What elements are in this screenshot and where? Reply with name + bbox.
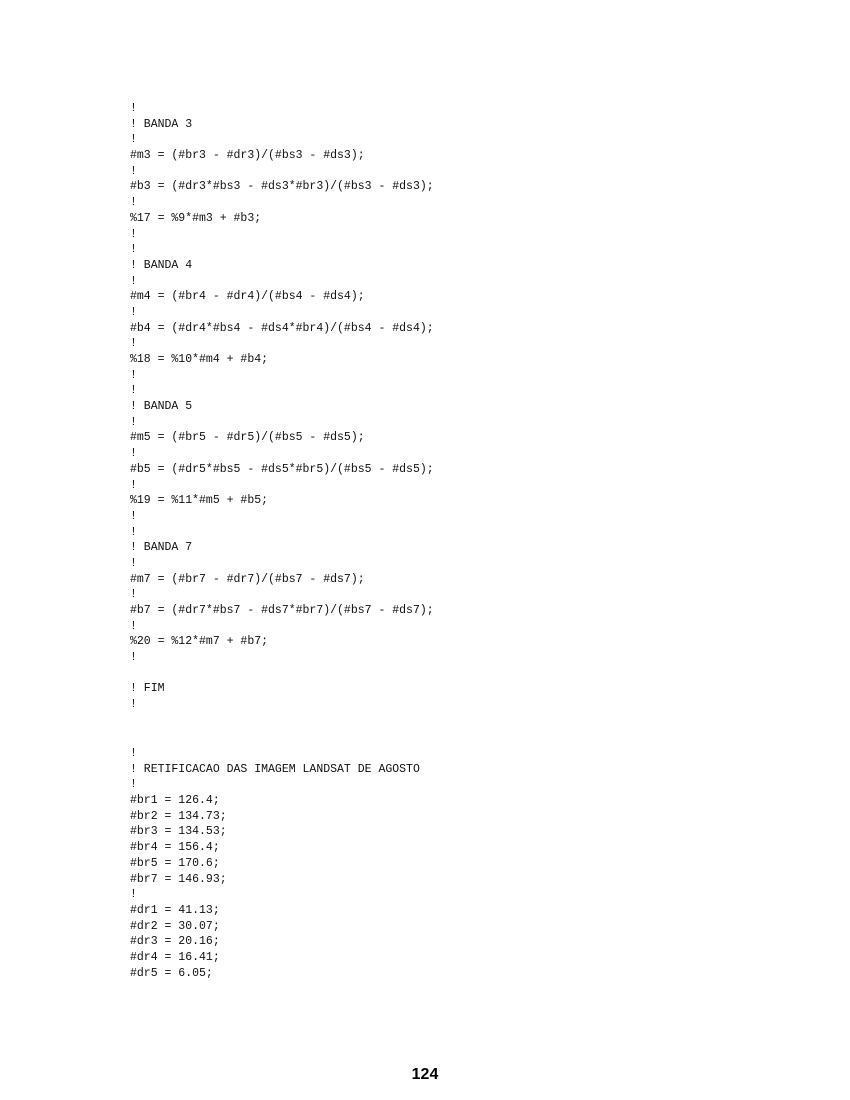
code-line: !	[130, 274, 137, 288]
code-line: !	[130, 447, 137, 461]
code-line: #m7 = (#br7 - #dr7)/(#bs7 - #ds7);	[130, 572, 365, 586]
code-line: #br1 = 126.4;	[130, 794, 220, 808]
code-line: !	[130, 133, 137, 147]
code-line: !	[130, 337, 137, 351]
code-line: %19 = %11*#m5 + #b5;	[130, 494, 269, 508]
code-line: !	[130, 556, 137, 570]
code-line: #dr1 = 41.13;	[130, 903, 220, 917]
code-line: #b7 = (#dr7*#bs7 - #ds7*#br7)/(#bs7 - #ds7);	[130, 604, 434, 617]
code-line: #br3 = 134.53;	[130, 825, 227, 839]
code-line: !	[130, 588, 137, 602]
code-line: !	[130, 888, 137, 902]
code-line: !	[130, 619, 137, 633]
code-line: !	[130, 651, 137, 665]
code-line: !	[130, 305, 137, 319]
code-line: !	[130, 227, 137, 241]
code-line: #dr4 = 16.41;	[130, 950, 220, 964]
code-line: ! BANDA 5	[130, 400, 193, 414]
code-line: ! RETIFICACAO DAS IMAGEM LANDSAT DE AGOSTO	[130, 762, 420, 776]
code-line	[130, 666, 730, 682]
code-line: ! BANDA 7	[130, 541, 193, 555]
code-line: !	[130, 164, 137, 178]
code-line: !	[130, 384, 137, 398]
code-line: %18 = %10*#m4 + #b4;	[130, 353, 269, 366]
page-number: 124	[411, 1066, 439, 1083]
code-line: ! BANDA 3	[130, 117, 193, 131]
code-line: #b3 = (#dr3*#bs3 - #ds3*#br3)/(#bs3 - #ds3);	[130, 180, 434, 194]
code-line: !	[130, 747, 137, 760]
code-line: #m3 = (#br3 - #dr3)/(#bs3 - #ds3);	[130, 149, 365, 163]
code-line: !	[130, 525, 137, 539]
code-line: #m5 = (#br5 - #dr5)/(#bs5 - #ds5);	[130, 431, 365, 445]
code-line: #dr5 = 6.05;	[130, 966, 213, 980]
code-line: %20 = %12*#m7 + #b7;	[130, 635, 269, 649]
code-line: !	[130, 478, 137, 492]
code-line: #m4 = (#br4 - #dr4)/(#bs4 - #ds4);	[130, 290, 365, 304]
code-line: !	[130, 698, 137, 712]
code-line: %17 = %9*#m3 + #b3;	[130, 211, 262, 225]
code-line: ! FIM	[130, 682, 165, 696]
code-line: #b4 = (#dr4*#bs4 - #ds4*#br4)/(#bs4 - #ds4);	[130, 321, 434, 335]
code-line: #b5 = (#dr5*#bs5 - #ds5*#br5)/(#bs5 - #ds5);	[130, 462, 434, 476]
code-line: #dr3 = 20.16;	[130, 935, 220, 949]
code-line: !	[130, 509, 137, 523]
code-line: #br7 = 146.93;	[130, 872, 227, 886]
code-line: ! BANDA 4	[130, 258, 193, 272]
code-line: #br4 = 156.4;	[130, 841, 220, 855]
code-listing-band-equations	[130, 101, 730, 713]
code-line: #br2 = 134.73;	[130, 809, 227, 823]
code-line: #dr2 = 30.07;	[130, 919, 220, 933]
code-line: !	[130, 102, 137, 115]
code-listing-landsat-rectification	[130, 746, 730, 981]
code-line: !	[130, 243, 137, 257]
code-line: #br5 = 170.6;	[130, 856, 220, 870]
code-line: !	[130, 778, 137, 792]
code-line: !	[130, 368, 137, 382]
code-line: !	[130, 415, 137, 429]
code-line: !	[130, 196, 137, 210]
